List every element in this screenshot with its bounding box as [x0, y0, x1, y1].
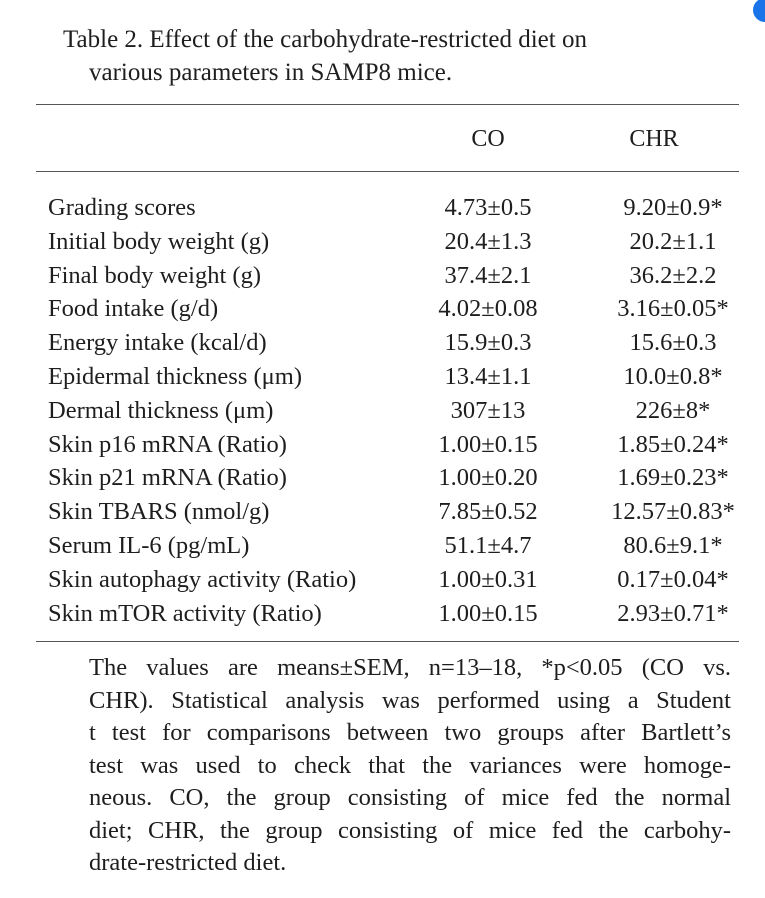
co-value: 37.4±2.1 — [444, 261, 532, 289]
co-value: 307±13 — [450, 396, 526, 424]
footnote-line: CHR). Statistical analysis was performed using a Student — [89, 686, 731, 714]
table-row — [48, 191, 748, 225]
table-row — [48, 360, 748, 394]
table-body — [48, 191, 748, 630]
table-row — [48, 495, 748, 529]
table-row — [48, 529, 748, 563]
footnote-line: neous. CO, the group consisting of mice fed the normal — [89, 784, 731, 811]
co-value: 20.4±1.3 — [444, 227, 532, 255]
table-row — [48, 597, 748, 631]
chr-value: 36.2±2.2 — [629, 261, 717, 289]
row-label: Skin p16 mRNA (Ratio) — [48, 430, 287, 458]
co-value: 1.00±0.15 — [438, 599, 538, 627]
column-header-co: CO — [471, 126, 505, 152]
co-value: 13.4±1.1 — [444, 362, 532, 390]
chr-value: 2.93±0.71* — [617, 599, 729, 627]
table-caption — [63, 23, 723, 89]
row-label: Initial body weight (g) — [48, 227, 270, 255]
co-value: 1.00±0.15 — [438, 430, 538, 458]
row-label: Food intake (g/d) — [48, 295, 219, 323]
co-value: 1.00±0.20 — [438, 464, 538, 492]
chr-value: 12.57±0.83* — [611, 498, 735, 526]
table-row — [48, 225, 748, 259]
chr-value: 10.0±0.8* — [623, 362, 723, 390]
row-label: Skin mTOR activity (Ratio) — [48, 599, 322, 627]
row-label: Grading scores — [48, 194, 196, 221]
row-label: Skin TBARS (nmol/g) — [48, 498, 270, 526]
column-header-chr: CHR — [629, 126, 679, 152]
chr-value: 0.17±0.04* — [617, 565, 729, 593]
chr-value: 80.6±9.1* — [623, 531, 723, 559]
corner-dot-icon — [753, 0, 765, 22]
footnote-line: The values are means±SEM, n=13–18, *p<0.05 (CO vs. — [89, 654, 731, 681]
row-label: Dermal thickness (μm) — [48, 396, 274, 424]
footnote-line: t test for comparisons between two groups after Bartlett’s — [89, 719, 731, 746]
chr-value: 226±8* — [635, 396, 711, 424]
table-row — [48, 326, 748, 360]
chr-value: 9.20±0.9* — [623, 194, 723, 221]
chr-value: 20.2±1.1 — [629, 227, 717, 255]
table-row — [48, 292, 748, 326]
table-row — [48, 563, 748, 597]
row-label: Final body weight (g) — [48, 261, 261, 289]
table-row — [48, 394, 748, 428]
table-row — [48, 428, 748, 462]
table-row — [48, 259, 748, 293]
caption-line-2: various parameters in SAMP8 mice. — [89, 59, 453, 86]
row-label: Skin p21 mRNA (Ratio) — [48, 464, 287, 492]
chr-value: 1.69±0.23* — [617, 464, 729, 492]
table-top-rule — [36, 104, 739, 105]
co-value: 51.1±4.7 — [444, 531, 532, 559]
row-label: Skin autophagy activity (Ratio) — [48, 565, 357, 593]
footnote-line: drate-restricted diet. — [89, 849, 287, 876]
chr-value: 1.85±0.24* — [617, 430, 729, 458]
co-value: 7.85±0.52 — [438, 498, 538, 526]
co-value: 4.02±0.08 — [438, 295, 538, 323]
row-label: Energy intake (kcal/d) — [48, 329, 267, 357]
row-label: Serum IL-6 (pg/mL) — [48, 531, 250, 559]
caption-line-1: Table 2. Effect of the carbohydrate-restricted diet on — [63, 26, 587, 53]
table-row — [48, 461, 748, 495]
row-label: Epidermal thickness (μm) — [48, 362, 302, 390]
footnote-line: diet; CHR, the group consisting of mice fed the carbohy- — [89, 816, 731, 844]
table-header-rule — [36, 171, 739, 172]
footnote-line: test was used to check that the variances were homoge- — [89, 751, 731, 779]
co-value: 15.9±0.3 — [444, 329, 532, 357]
chr-value: 15.6±0.3 — [629, 329, 717, 357]
table-bottom-rule — [36, 641, 739, 642]
table-footnote — [89, 652, 731, 880]
co-value: 4.73±0.5 — [444, 194, 532, 221]
co-value: 1.00±0.31 — [438, 565, 538, 593]
chr-value: 3.16±0.05* — [617, 295, 729, 323]
